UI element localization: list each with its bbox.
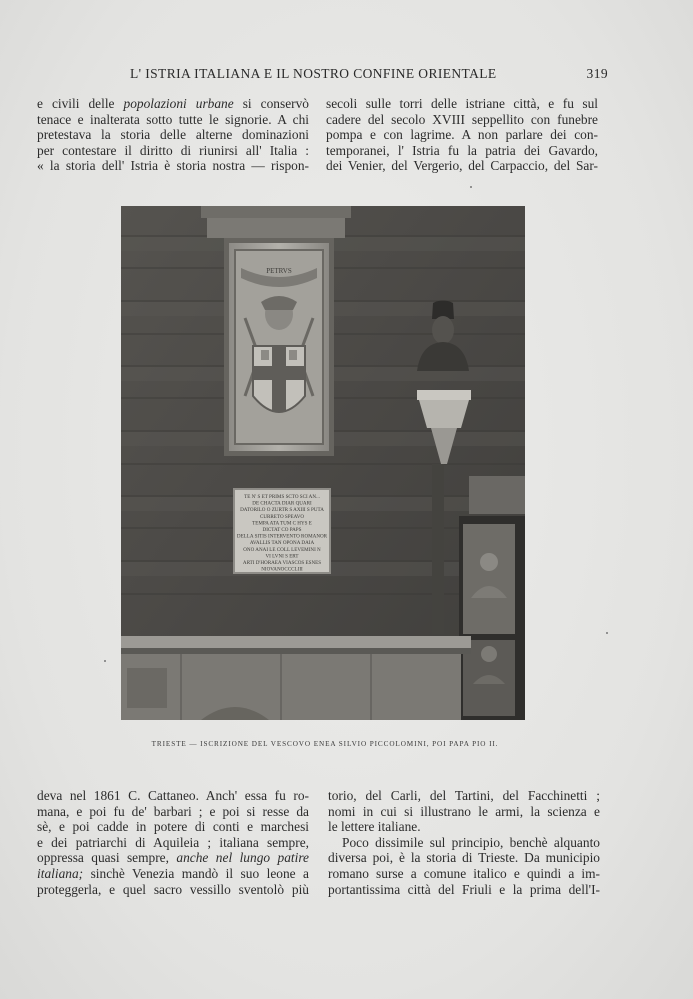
italic-phrase: popolazioni urbane: [123, 96, 234, 111]
text-line: pompa e con lagrime. A non parlare dei con-: [326, 127, 598, 143]
text-line: romano surse a comune italico e quindi a im-: [328, 865, 600, 881]
inscription-line: ONO ANAI LE COLL LEVEMINI N: [243, 546, 321, 553]
text-line: portantissima città del Friuli e la prima dell'I-: [328, 881, 600, 897]
text-line: proteggerla, e quel sacro vessillo sventolò più: [37, 881, 309, 897]
text-line: deva nel 1861 C. Cattaneo. Anch' essa fu ro-: [37, 788, 309, 803]
paper-speck: [470, 186, 472, 188]
paper-speck: [104, 660, 106, 662]
text-line: Poco dissimile sul principio, benchè alquanto: [342, 834, 600, 850]
column-bottom-right: [328, 788, 600, 897]
text-line: oppressa quasi sempre, anche nel lungo patire: [37, 850, 309, 866]
plaque-ribbon-text: PETRVS: [266, 267, 292, 275]
inscription-line: NIOVANOCCCLIII: [261, 566, 303, 573]
inscription-tablet: [234, 489, 330, 573]
italic-phrase: anche nel lungo patire: [176, 850, 309, 866]
inscription-line: AVALLIS TAN OPONA DAIA: [249, 540, 315, 547]
text-line: secoli sulle torri delle istriane città, e fu sul: [326, 96, 598, 111]
inscription-line: TEMPA ATA TUM C HYS E: [252, 520, 312, 527]
inscription-line: DICTAT CO PAPS: [262, 527, 302, 533]
inscription-line: ARTI D'HORAEA VIASCOS ESNES: [242, 560, 322, 566]
text-line: e dei patriarchi di Aquileia ; italiana sempre,: [37, 834, 309, 850]
text-line: le lettere italiane.: [328, 819, 421, 835]
text-line: italiana; sinchè Venezia mandò il suo leone a: [37, 865, 309, 881]
text-line: « la storia dell' Istria è storia nostra — rispon-: [37, 158, 309, 174]
photo-illustration: [121, 206, 525, 720]
text-line: mana, e poi fu de' barbari ; e poi si resse da: [37, 803, 309, 819]
text-line: sè, e poi cadde in potere di conti e marchesi: [37, 819, 309, 835]
text-line: e civili delle popolazioni urbane si conservò: [37, 96, 309, 111]
running-title: L' ISTRIA ITALIANA E IL NOSTRO CONFINE ORIENTALE: [130, 66, 497, 81]
text-line: cadere del secolo XVIII seppellito con funebre: [326, 111, 598, 127]
text-line: tenace e inalterata sotto tutte le signorie. A chi: [37, 111, 309, 127]
column-bottom-left: [37, 788, 309, 897]
text-line: dei Venier, del Vergerio, del Carpaccio, del Sar-: [326, 158, 598, 174]
inscription-line: DATORILO O ZURTR S AXIII S PUTA: [240, 507, 324, 514]
running-header: [36, 66, 636, 86]
photograph-wall-inscription: [121, 206, 525, 720]
column-top-left: [37, 96, 309, 174]
italic-phrase: italiana;: [37, 865, 84, 881]
paper-speck: [606, 632, 608, 634]
page-number: 319: [586, 66, 608, 81]
text-line: pretestava la storia delle alterne dominazioni: [37, 127, 309, 143]
inscription-line: DE CHACTA DIAR QUARI: [252, 500, 312, 507]
text-line: nomi in cui si illustrano le armi, la scienza e: [328, 803, 600, 819]
inscription-line: VI LVNI S ERT: [265, 553, 299, 560]
column-top-right: [326, 96, 598, 174]
inscription-line: TE N' S ET PRIMS SCTO SCI AN...: [244, 494, 320, 500]
text-line: torio, del Carli, del Tartini, del Facchinetti ;: [328, 788, 600, 803]
figure-caption: TRIESTE — ISCRIZIONE DEL VESCOVO ENEA SILVIO PICCOLOMINI, POI PAPA PIO II.: [151, 740, 499, 748]
text-line: diversa poi, è la storia di Trieste. Da municipio: [328, 850, 600, 866]
inscription-line: CURRETO SPEAVO: [259, 513, 305, 520]
text-line: temporanei, l' Istria fu la patria dei Gavardo,: [326, 142, 598, 158]
inscription-line: DELLA SITIS INTERVENTO ROMANOR: [236, 533, 328, 540]
text-line: per contestare il diritto di riunirsi all' Italia :: [37, 142, 309, 158]
